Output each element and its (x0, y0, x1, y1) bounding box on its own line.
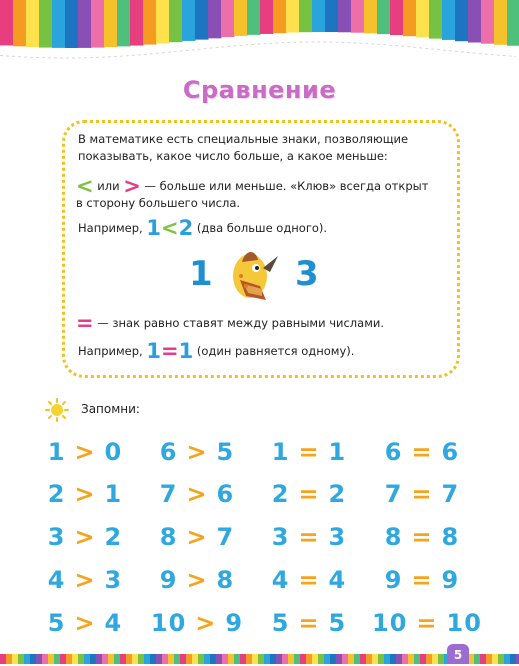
example-number: 1 (146, 216, 161, 240)
comparison-number: 5 (271, 609, 290, 637)
stripe (114, 654, 121, 664)
stripe (78, 654, 85, 664)
stripe (299, 0, 313, 32)
stripe (286, 0, 300, 33)
comparison-sign: = (411, 438, 433, 466)
comparison-sign: > (74, 609, 96, 637)
comparison-number: 8 (159, 523, 178, 551)
comparison-item (259, 480, 359, 508)
stripe (108, 654, 115, 664)
comparison-number: 1 (328, 438, 347, 466)
comparison-number: 7 (441, 480, 460, 508)
stripe (0, 654, 7, 664)
comparison-item (147, 566, 247, 594)
comparison-sign: = (298, 438, 320, 466)
stripe (264, 654, 271, 664)
stripe (234, 654, 241, 664)
comparison-number: 6 (384, 438, 403, 466)
comparison-number: 8 (384, 523, 403, 551)
stripe (126, 654, 133, 664)
stripe (324, 654, 331, 664)
intro-text (78, 131, 408, 165)
stripe (208, 0, 222, 38)
comparison-number: 4 (47, 566, 66, 594)
comparison-number: 8 (216, 566, 235, 594)
rainbow-stripes-footer (0, 654, 519, 664)
stripe (455, 0, 469, 41)
stripe (198, 654, 205, 664)
stripe (390, 654, 397, 664)
stripe (117, 0, 131, 46)
comparison-item (259, 523, 359, 551)
stripe (30, 654, 37, 664)
stripe (354, 654, 361, 664)
comparison-item (35, 523, 135, 551)
stripe (120, 654, 127, 664)
stripe (66, 654, 73, 664)
stripe (180, 654, 187, 664)
stripe (498, 654, 505, 664)
equals-text: — знак равно ставят между равными числами. (97, 316, 385, 330)
compare-text: — больше или меньше. «Клюв» всегда открыт (144, 179, 429, 193)
stripe (12, 654, 19, 664)
stripe (204, 654, 211, 664)
stripe (54, 654, 61, 664)
intro-line-1: В математике есть специальные знаки, позволяющие (78, 132, 409, 146)
stripe (150, 654, 157, 664)
stripe (192, 654, 199, 664)
comparison-sign: > (74, 566, 96, 594)
stripe (72, 654, 79, 664)
stripe (186, 654, 193, 664)
comparison-sign: > (186, 523, 208, 551)
comparison-number: 3 (104, 566, 123, 594)
stripe (96, 654, 103, 664)
stripe (414, 654, 421, 664)
stripe (276, 654, 283, 664)
stripe (168, 654, 175, 664)
stripe (169, 0, 183, 42)
comparison-number: 9 (225, 609, 244, 637)
comparison-item (147, 523, 247, 551)
stripe (234, 0, 248, 36)
comparison-sign: > (195, 609, 217, 637)
comparison-number: 3 (47, 523, 66, 551)
comparison-item (372, 438, 472, 466)
comparison-number: 5 (328, 609, 347, 637)
stripe (403, 0, 417, 36)
stripe (480, 654, 487, 664)
stripe (325, 0, 339, 32)
comparison-number: 10 (446, 609, 482, 637)
comparison-sign: > (74, 480, 96, 508)
comparison-item (372, 566, 472, 594)
equals-sign: = (76, 311, 94, 335)
stripe (312, 0, 326, 32)
stripe (282, 654, 289, 664)
stripe (273, 0, 287, 33)
comparison-number: 0 (104, 438, 123, 466)
stripe (492, 654, 499, 664)
stripe (60, 654, 67, 664)
comparison-number: 2 (104, 523, 123, 551)
stripe (42, 654, 49, 664)
stripe (416, 0, 430, 37)
stripe (130, 0, 144, 46)
comparison-number: 10 (372, 609, 408, 637)
example-sign: = (160, 339, 179, 363)
stripe (372, 654, 379, 664)
stripe (102, 654, 109, 664)
stripe (306, 654, 313, 664)
stripe (364, 0, 378, 33)
stripe (222, 654, 229, 664)
comparison-sign: > (186, 438, 208, 466)
stripe (442, 0, 456, 40)
comparison-number: 1 (271, 438, 290, 466)
comparison-number: 3 (271, 523, 290, 551)
stripe (408, 654, 415, 664)
comparison-item (35, 566, 135, 594)
stripe (174, 654, 181, 664)
example-less (78, 216, 328, 240)
page-title: Сравнение (182, 76, 337, 104)
comparison-number: 9 (384, 566, 403, 594)
stripe (144, 654, 151, 664)
example-sign: < (160, 216, 179, 240)
stripe (432, 654, 439, 664)
stripe (258, 654, 265, 664)
stripe (252, 654, 259, 664)
stripe (90, 654, 97, 664)
stripe (6, 654, 13, 664)
stripe (246, 654, 253, 664)
comparison-number: 4 (328, 566, 347, 594)
stripe (24, 654, 31, 664)
comparison-sign: = (298, 480, 320, 508)
comparison-number: 2 (271, 480, 290, 508)
comparison-item (259, 438, 359, 466)
example-prefix: Например, (78, 344, 143, 358)
comparison-item (147, 438, 247, 466)
comparison-sign: = (411, 566, 433, 594)
comparison-number: 7 (384, 480, 403, 508)
comparison-number: 6 (216, 480, 235, 508)
stripe (474, 654, 481, 664)
stripe (52, 0, 66, 48)
stripe (210, 654, 217, 664)
comparison-item (372, 609, 482, 637)
comparison-item (259, 566, 359, 594)
comparison-number: 7 (216, 523, 235, 551)
stripe (78, 0, 92, 48)
stripe (360, 654, 367, 664)
stripe (481, 0, 495, 44)
stripe (366, 654, 373, 664)
stripe (91, 0, 105, 48)
comparison-sign: > (186, 566, 208, 594)
equals-explanation (76, 311, 385, 335)
comparison-item (35, 609, 135, 637)
stripe (402, 654, 409, 664)
stripe (13, 0, 27, 46)
or-word: или (97, 179, 120, 193)
comparison-item (35, 438, 135, 466)
stripe (143, 0, 157, 45)
less-than-sign: < (76, 174, 94, 198)
comparison-number: 1 (104, 480, 123, 508)
stripe (270, 654, 277, 664)
stripe (247, 0, 261, 35)
comparison-number: 10 (150, 609, 187, 637)
stripe (39, 0, 53, 48)
example-number: 1 (146, 339, 161, 363)
stripe (494, 0, 508, 45)
example-equal (78, 339, 355, 363)
comparison-number: 2 (328, 480, 347, 508)
stripe (342, 654, 349, 664)
bird-icon (226, 246, 284, 302)
stripe (221, 0, 235, 37)
comparison-number: 5 (47, 609, 66, 637)
stripe (426, 654, 433, 664)
stripe (390, 0, 404, 35)
stripe (468, 0, 482, 42)
example-number: 2 (178, 216, 194, 240)
comparison-sign: > (74, 523, 96, 551)
comparison-number: 8 (441, 523, 460, 551)
rainbow-stripes-header (0, 0, 519, 62)
stripe (336, 654, 343, 664)
stripe (396, 654, 403, 664)
comparison-number: 4 (104, 609, 123, 637)
stripe (132, 654, 139, 664)
compare-explanation (76, 174, 429, 212)
stripe (429, 0, 443, 39)
stripe (438, 654, 445, 664)
example-number: 1 (178, 339, 194, 363)
stripe (486, 654, 493, 664)
page-number: 5 (447, 644, 469, 664)
stripe (0, 0, 14, 45)
stripe (195, 0, 209, 40)
comparison-sign: = (416, 609, 438, 637)
stripe (48, 654, 55, 664)
comparison-number: 9 (159, 566, 178, 594)
stripe (65, 0, 79, 48)
stripe (260, 0, 274, 34)
remember-label: Запомни: (81, 402, 140, 416)
comparison-item (35, 480, 135, 508)
stripe (138, 654, 145, 664)
stripe (504, 654, 511, 664)
comparison-item (147, 480, 247, 508)
stripe (330, 654, 337, 664)
stripe (294, 654, 301, 664)
comparison-sign: > (186, 480, 208, 508)
compare-text-2: в сторону большего числа. (76, 196, 241, 210)
stripe (36, 654, 43, 664)
stripe (351, 0, 365, 33)
example-note: (два больше одного). (196, 221, 328, 235)
stripe (240, 654, 247, 664)
comparison-number: 6 (441, 438, 460, 466)
comparison-sign: = (298, 609, 320, 637)
comparison-sign: = (411, 480, 433, 508)
comparison-item (259, 609, 359, 637)
stripe (510, 654, 517, 664)
comparison-sign: = (298, 523, 320, 551)
stripe (378, 654, 385, 664)
greater-than-sign: > (123, 174, 141, 198)
stripe (288, 654, 295, 664)
stripe (377, 0, 391, 34)
intro-line-2: показывать, какое число больше, а какое меньше: (78, 149, 388, 163)
stripe (216, 654, 223, 664)
stripe (84, 654, 91, 664)
comparison-number: 2 (47, 480, 66, 508)
stripe (507, 0, 519, 46)
comparison-number: 3 (328, 523, 347, 551)
stripe (312, 654, 319, 664)
stripe (156, 654, 163, 664)
stripe (318, 654, 325, 664)
stripe (182, 0, 196, 41)
comparison-item (372, 480, 472, 508)
comparison-sign: = (298, 566, 320, 594)
stripe (156, 0, 170, 43)
example-note: (один равняется одному). (196, 344, 355, 358)
stripe (18, 654, 25, 664)
stripe (300, 654, 307, 664)
comparison-number: 1 (47, 438, 66, 466)
comparison-number: 5 (216, 438, 235, 466)
comparison-item (372, 523, 472, 551)
comparison-number: 7 (159, 480, 178, 508)
stripe (104, 0, 118, 47)
comparison-number: 9 (441, 566, 460, 594)
stripe (420, 654, 427, 664)
comparison-item (147, 609, 247, 637)
stripe (348, 654, 355, 664)
sun-icon (45, 398, 69, 422)
example-prefix: Например, (78, 221, 143, 235)
comparison-sign: > (74, 438, 96, 466)
comparison-number: 6 (159, 438, 178, 466)
comparison-sign: = (411, 523, 433, 551)
stripe (26, 0, 40, 47)
stripe (228, 654, 235, 664)
stripe (338, 0, 352, 32)
comparison-number: 4 (271, 566, 290, 594)
bird-right-number: 3 (295, 254, 319, 294)
stripe (384, 654, 391, 664)
stripe (162, 654, 169, 664)
bird-left-number: 1 (189, 254, 213, 294)
